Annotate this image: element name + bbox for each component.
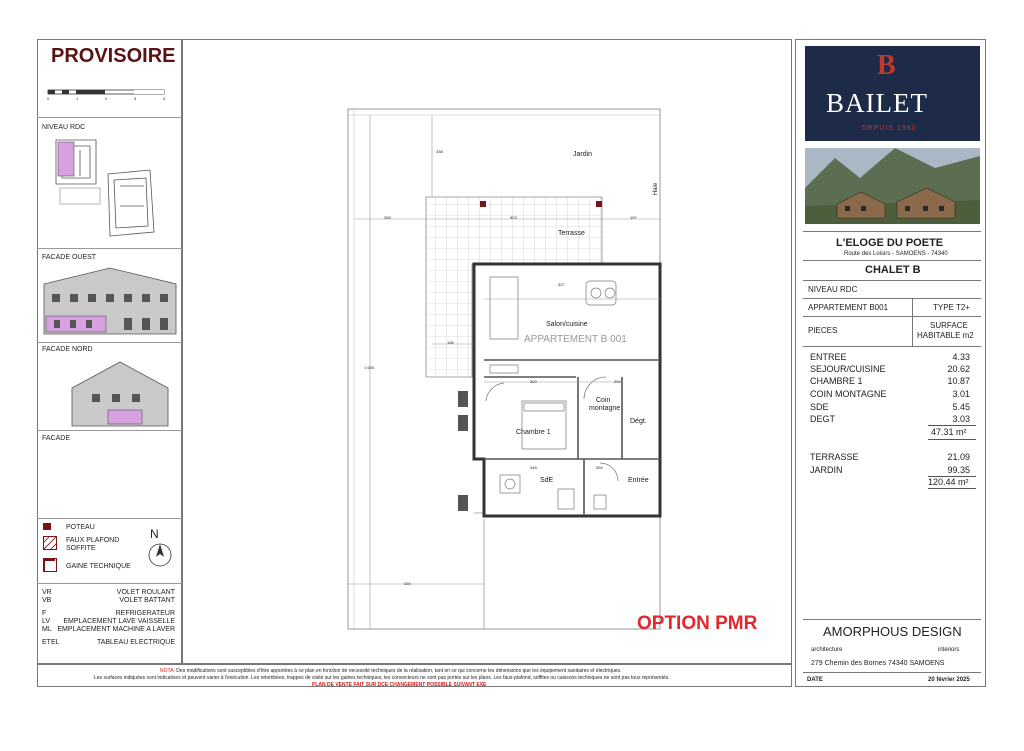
plan-label-terrasse: Terrasse	[558, 230, 585, 237]
note-line-1	[160, 669, 621, 674]
scale-tick-3: 3	[134, 96, 137, 101]
site-plan-thumbnail	[50, 136, 160, 238]
note-line-2: Les surfaces indiquées sont indicatives et peuvent varier à l'exécution. Les retombées, trappes de visite sur les gaines techniques, les convecteurs ne sont pas portés sur les plans. Les faux-plafond, soffites ou caissons techniques ne sont pas tous représentés.	[94, 675, 670, 681]
appartement-value: APPARTEMENT B001	[808, 303, 889, 312]
pieces-header: PIECES	[808, 326, 838, 335]
abbr-label-etel: TABLEAU ELECTRIQUE	[96, 639, 175, 646]
dim-d4: 338	[436, 149, 443, 154]
dim-d7: 294	[614, 379, 621, 384]
scale-tick-4: 4	[163, 96, 166, 101]
chalet-name: CHALET B	[865, 264, 921, 276]
plan-label-sde: SdE	[540, 477, 554, 484]
scale-bar	[46, 86, 168, 104]
north-arrow-icon	[145, 540, 175, 570]
legend-poteau: POTEAU	[66, 524, 95, 531]
architect-name: AMORPHOUS DESIGN	[823, 624, 962, 639]
abbr-code-vr: VR	[42, 589, 52, 596]
dim-d9: 430	[404, 581, 411, 586]
view-facade-nord-label: FACADE NORD	[42, 346, 93, 353]
abbr-label-vr: VOLET ROULANT	[116, 589, 175, 596]
room-row: DEGT 3.03	[810, 414, 970, 424]
plan-label-jardin: Jardin	[573, 151, 593, 158]
plan-label-haie: Haie	[653, 182, 660, 196]
abbr-label-lv: EMPLACEMENT LAVE VAISSELLE	[63, 618, 175, 625]
abbr-code-lv: LV	[42, 618, 51, 625]
facade-nord-thumbnail	[68, 358, 172, 430]
exterior-row: JARDIN 99.35	[810, 465, 970, 475]
north-label: N	[150, 527, 159, 541]
total-all: 120.44 m²	[928, 477, 969, 487]
dim-d12: 348	[530, 465, 537, 470]
dim-d1: 259	[384, 215, 391, 220]
plan-label-appartement: APPARTEMENT B 001	[524, 334, 627, 345]
plan-label-montagne: montagne	[589, 405, 621, 412]
facade-ouest-thumbnail	[42, 266, 178, 338]
plan-label-salon: Salon/cuisine	[546, 321, 588, 328]
dim-d6: 320	[530, 379, 537, 384]
abbr-code-ml: ML	[42, 626, 52, 633]
dim-d11: 394	[596, 465, 603, 470]
view-niveau-label: NIVEAU RDC	[42, 124, 86, 131]
terrace-paving	[426, 197, 602, 377]
brand-since: DEPUIS 1980	[862, 125, 917, 132]
plan-label-chambre: Chambre 1	[516, 429, 551, 436]
dim-d10: 158	[447, 340, 454, 345]
architect-address: 279 Chemin des Bornes 74340 SAMOENS	[811, 660, 945, 667]
brand-name: BAILET	[826, 88, 928, 118]
project-address: Route des Loisirs - SAMOENS - 74340	[844, 251, 948, 257]
option-pmr-label: OPTION PMR	[637, 613, 758, 634]
abbr-code-etel: ETEL	[42, 639, 60, 646]
date-label: DATE	[807, 677, 823, 683]
plan-label-entree: Entrée	[628, 477, 649, 484]
abbr-code-vb: VB	[42, 597, 52, 604]
architect-role-2: interiors	[938, 647, 960, 653]
legend-faux-plafond: FAUX PLAFOND	[66, 537, 120, 544]
abbr-code-f: F	[42, 610, 47, 617]
scale-tick-1: 1	[76, 96, 79, 101]
plan-label-degt: Dégt.	[630, 418, 647, 425]
legend-gaine: GAINE TECHNIQUE	[66, 563, 131, 570]
status-title: PROVISOIRE	[51, 45, 176, 67]
note-prefix: NOTA:	[160, 668, 175, 674]
total-habitable: 47.31 m²	[931, 427, 967, 437]
niveau-value: NIVEAU RDC	[808, 285, 858, 294]
room-row: CHAMBRE 1 10.87	[810, 376, 970, 386]
exterior-row: TERRASSE 21.09	[810, 452, 970, 462]
room-row: SDE 5.45	[810, 402, 970, 412]
abbr-label-vb: VOLET BATTANT	[119, 597, 175, 604]
brand-monogram: B	[877, 50, 896, 81]
architect-role-1: architecture	[811, 647, 843, 653]
dim-d8: 1 655	[364, 365, 375, 370]
abbr-label-f: REFRIGERATEUR	[115, 610, 175, 617]
room-row: COIN MONTAGNE 3.01	[810, 389, 970, 399]
type-value: TYPE T2+	[933, 303, 970, 312]
note-text-1: Des modifications sont susceptibles d'être apportées à ce plan en fonction de necessité techniques de la réalisation, tant en ce qui concerne les dimensions que les équipement sanitaires et électriques.	[174, 668, 622, 674]
dim-d5: 327	[558, 282, 565, 287]
floor-plan	[182, 39, 792, 664]
surface-header: SURFACE	[930, 321, 968, 330]
note-line-3: PLAN DE VENTE FAIT SUR DCE CHANGEMENT POSSIBLE SUIVANT EXE	[312, 682, 487, 688]
dim-d3: 197	[630, 215, 637, 220]
faux-plafond-swatch	[43, 536, 57, 550]
poteau-swatch	[43, 523, 51, 530]
view-facade-label: FACADE	[42, 435, 71, 442]
garden-boundary	[348, 109, 660, 629]
abbr-label-ml: EMPLACEMENT MACHINE A LAVER	[57, 626, 175, 633]
dim-d2: 923	[510, 215, 517, 220]
scale-tick-2: 2	[105, 96, 108, 101]
room-row: ENTREE 4.33	[810, 352, 970, 362]
scale-tick-0: 0	[47, 96, 50, 101]
chalet-rendering-image	[805, 148, 980, 224]
date-value: 20 février 2025	[928, 677, 970, 683]
legend-soffite: SOFFITE	[66, 545, 96, 552]
project-name: L'ELOGE DU POETE	[836, 237, 944, 249]
view-facade-ouest-label: FACADE OUEST	[42, 254, 97, 261]
gaine-swatch	[43, 558, 57, 572]
room-row: SEJOUR/CUISINE 20.62	[810, 364, 970, 374]
surface-header-2: HABITABLE m2	[917, 331, 974, 340]
plan-label-coin: Coin	[596, 397, 611, 404]
